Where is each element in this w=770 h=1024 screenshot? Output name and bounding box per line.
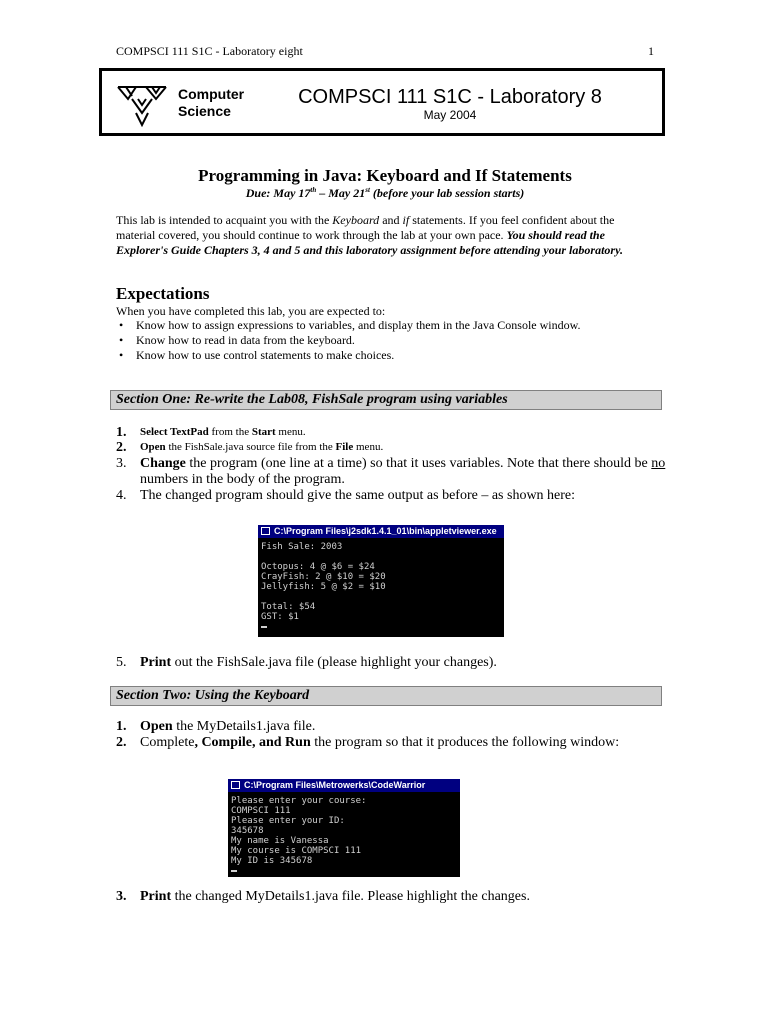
console-window-icon — [261, 527, 270, 535]
list-item: • Know how to read in data from the keyboard. — [116, 333, 581, 348]
list-item: • Know how to use control statements to make choices. — [116, 348, 581, 363]
banner-date: May 2004 — [423, 108, 477, 122]
step-2: 2. Open the FishSale.java source file from the File menu. — [116, 440, 384, 455]
step-5: 5. Print out the FishSale.java file (please highlight your changes). — [116, 655, 497, 670]
list-item: • Know how to assign expressions to variables, and display them in the Java Console window. — [116, 318, 581, 333]
section-two-title: Section Two: Using the Keyboard — [116, 688, 310, 703]
step-3: 3. Print the changed MyDetails1.java file. Please highlight the changes. — [116, 889, 530, 904]
console-cursor — [261, 626, 267, 628]
computer-science-logo-icon — [116, 83, 168, 132]
section-one-steps-a — [116, 425, 383, 455]
expectations-lead: When you have completed this lab, you are expected to: — [116, 304, 386, 318]
section-two-steps — [116, 719, 666, 751]
page-title: Programming in Java: Keyboard and If Statements — [198, 166, 572, 185]
console-output: Fish Sale: 2003 Octopus: 4 @ $6 = $24 CrayFish: 2 @ $10 = $20 Jellyfish: 5 @ $2 = $10 Total: $54 GST: $1 — [258, 538, 504, 636]
dept-line-1: Computer — [178, 86, 245, 102]
page-number: 1 — [648, 44, 654, 58]
banner-title: COMPSCI 111 S1C - Laboratory 8 — [298, 86, 602, 108]
intro-paragraph: This lab is intended to acquaint you with the Keyboard and if statements. If you feel confident about the material covered, you should continue to work through the lab at your own pace. You should read the Explorer's Guide Chapters 3, 4 and 5 and this laboratory assignment before attending your laboratory. — [116, 213, 623, 257]
due-date: Due: May 17th – May 21st (before your lab session starts) — [245, 186, 525, 200]
console-output: Please enter your course: COMPSCI 111 Please enter your ID: 345678 My name is Vanessa My course is COMPSCI 111 My ID is 345678 — [228, 792, 460, 877]
step-1: 1. Select TextPad from the Start menu. — [116, 425, 306, 440]
fishsale-console-window — [258, 525, 504, 637]
step-1: 1. Open the MyDetails1.java file. — [116, 719, 316, 734]
step-2: 2. Complete, Compile, and Run the program so that it produces the following window: — [116, 735, 620, 750]
console-titlebar: C:\Program Files\j2sdk1.4.1_01\bin\appletviewer.exe — [258, 525, 504, 538]
section-two-step-3 — [116, 889, 530, 905]
section-one-step-5 — [116, 655, 497, 671]
section-one-title: Section One: Re-write the Lab08, FishSale program using variables — [116, 392, 508, 407]
expectations-list — [116, 318, 581, 363]
console-titlebar: C:\Program Files\Metrowerks\CodeWarrior — [228, 779, 460, 792]
step-4: 4. The changed program should give the same output as before – as shown here: — [116, 488, 576, 503]
expectations-heading: Expectations — [116, 284, 210, 303]
running-header: COMPSCI 111 S1C - Laboratory eight — [116, 44, 303, 58]
dept-line-2: Science — [178, 103, 231, 119]
section-one-steps-b — [116, 456, 666, 504]
department-name — [178, 86, 244, 120]
mydetails-console-window — [228, 779, 460, 877]
console-window-icon — [231, 781, 240, 789]
console-cursor — [231, 870, 237, 872]
step-3: 3. Change the program (one line at a time) so that it uses variables. Note that there should be no numbers in the body of the program. — [116, 456, 666, 487]
